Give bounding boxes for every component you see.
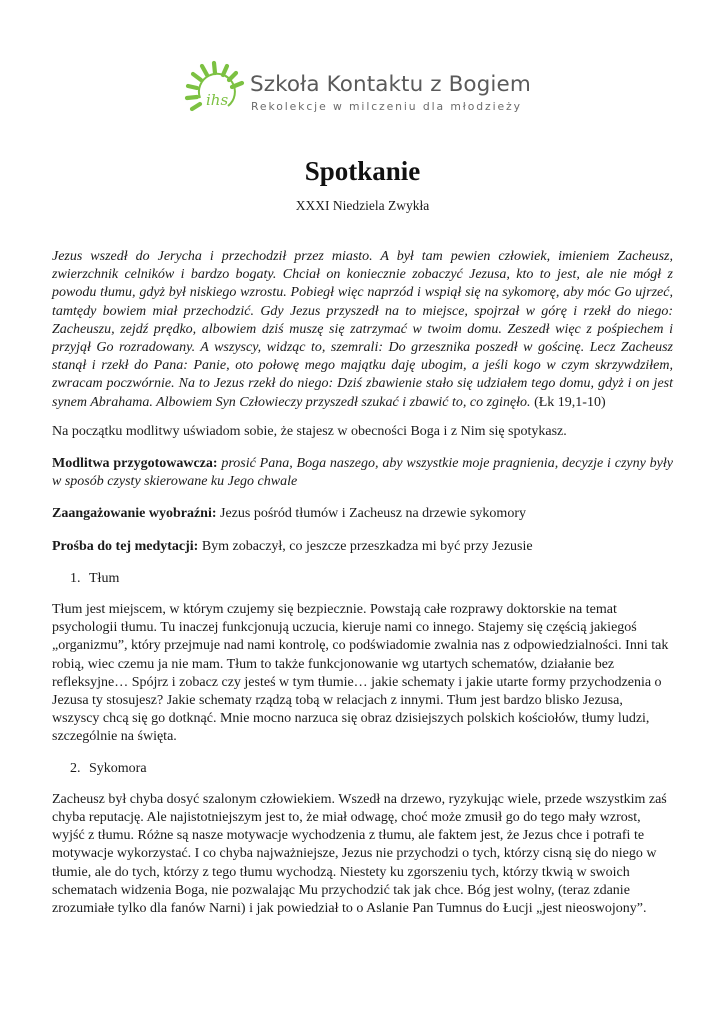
preparatory-prayer-text: prosić Pana, Boga naszego, aby wszystkie moje pragnienia, decyzje i czyny były w sposób czysty skierowane ku Jego chwale xyxy=(52,456,673,490)
section-number: 2. xyxy=(70,760,81,776)
request-label: Prośba do tej medytacji: xyxy=(52,538,199,554)
request-paragraph xyxy=(52,538,673,556)
sun-ihs-logo-icon xyxy=(184,58,250,124)
logo-subtitle: Rekolekcje w milczeniu dla młodzieży xyxy=(251,100,522,113)
intro-paragraph: Na początku modlitwy uświadom sobie, że stajesz w obecności Boga i z Nim się spotykasz. xyxy=(52,423,567,439)
site-logo[interactable] xyxy=(184,58,544,130)
section-title: Sykomora xyxy=(89,760,147,776)
section-heading-sycamore xyxy=(52,760,673,778)
imagination-paragraph xyxy=(52,505,673,523)
section-number: 1. xyxy=(70,570,81,586)
section-title: Tłum xyxy=(89,570,120,586)
scripture-text: Jezus wszedł do Jerycha i przechodził przez miasto. A był tam pewien człowiek, imieniem Zacheusz, zwierzchnik celników i bardzo bogaty. Chciał on koniecznie zobaczyć Jezusa, kto to jest, ale nie mógł z powodu tłumu, gdyż był niskiego wzrostu. Pobiegł więc naprzód i wspiął się na sykomorę, aby móc Go ujrzeć, tamtędy bowiem miał przechodzić. Gdy Jezus przyszedł na to miejsce, spojrzał w górę i rzekł do niego: Zacheuszu, zejdź prędko, albowiem dziś muszę się zatrzymać w twoim domu. Zeszedł więc z pośpiechem i przyjął Go rozradowany. A wszyscy, widząc to, szemrali: Do grzesznika poszedł w gościnę. Lecz Zacheusz stanął i rzekł do Pana: Panie, oto połowę mego majątku daję ubogim, a jeśli kogo w czym skrzywdziłem, zwracam poczwórnie. Na to Jezus rzekł do niego: Dziś zbawienie stało się udziałem tego domu, gdyż i on jest synem Abrahama. Albowiem Syn Człowieczy przyszedł szukać i zbawić to, co zginęło. xyxy=(52,249,673,410)
section-heading-crowd xyxy=(52,570,673,588)
imagination-label: Zaangażowanie wyobraźni: xyxy=(52,506,217,522)
section-text-crowd: Tłum jest miejscem, w którym czujemy się bezpiecznie. Powstają całe rozprawy doktorskie na temat psychologii tłumu. Tu inaczej funkcjonują uczucia, kieruje nami co innego. Stajemy się częścią jakiegoś „organizmu”, który przejmuje nad nami kontrolę, co podświadomie zwalnia nas z odpowiedzialności. Inni tak robią, wiec czemu ja nie mam. Tłum to także funkcjonowanie wg utartych schematów, działanie bez refleksyjne… Spójrz i zobacz czy jesteś w tym tłumie… jakie schematy i jakie utarte formy przychodzenia o Jezusa ty stosujesz? Jakie schematy rządzą tobą w relacjach z innymi. Tłum jest bardzo blisko Jezusa, wszyscy chcą się go dotknąć. Mnie mocno narzuca się obraz dzisiejszych polskich kościołów, tłumy ludzi, szczególnie na święta. xyxy=(52,602,669,745)
article-body xyxy=(52,248,673,918)
scripture-passage xyxy=(52,248,673,412)
imagination-text: Jezus pośród tłumów i Zacheusz na drzewie sykomory xyxy=(216,506,526,522)
preparatory-prayer-label: Modlitwa przygotowawcza: xyxy=(52,456,218,472)
section-text-sycamore: Zacheusz był chyba dosyć szalonym człowiekiem. Wszedł na drzewo, ryzykując wiele, przede wszystkim zaś chyba reputację. Ale najistotniejszym jest to, że miał odwagę, choć może zmusił go do tego mały wzrost, wyjść z tłumu. Różne są nasze motywacje wychodzenia z tłumu, ale faktem jest, że Jezus chce i potrafi te motywacje wykorzystać. I co chyba najważniejsze, Jezus nie przychodzi o tych, którzy cisną się do niego w tłumie, ale do tych, którzy z tego tłumu wychodzą. Niestety ku zgorszeniu tych, którzy tkwią w swoich schematach widzenia Boga, nie pozwalając Mu przychodzić tak jak chce. Bóg jest wolny, (teraz zdanie zrozumiałe tylko dla fanów Narni) i jak powiedział to o Aslanie Pan Tumnus do Łucji „jest nieoswojony”. xyxy=(52,791,667,917)
request-text: Bym zobaczył, co jeszcze przeszkadza mi być przy Jezusie xyxy=(198,538,533,554)
page-title: Spotkanie xyxy=(304,156,421,186)
logo-emblem-text: ihs xyxy=(206,91,229,109)
preparatory-prayer xyxy=(52,455,673,491)
logo-title: Szkoła Kontaktu z Bogiem xyxy=(250,72,531,97)
page-subtitle: XXXI Niedziela Zwykła xyxy=(295,198,430,213)
scripture-reference: (Łk 19,1-10) xyxy=(530,394,606,410)
